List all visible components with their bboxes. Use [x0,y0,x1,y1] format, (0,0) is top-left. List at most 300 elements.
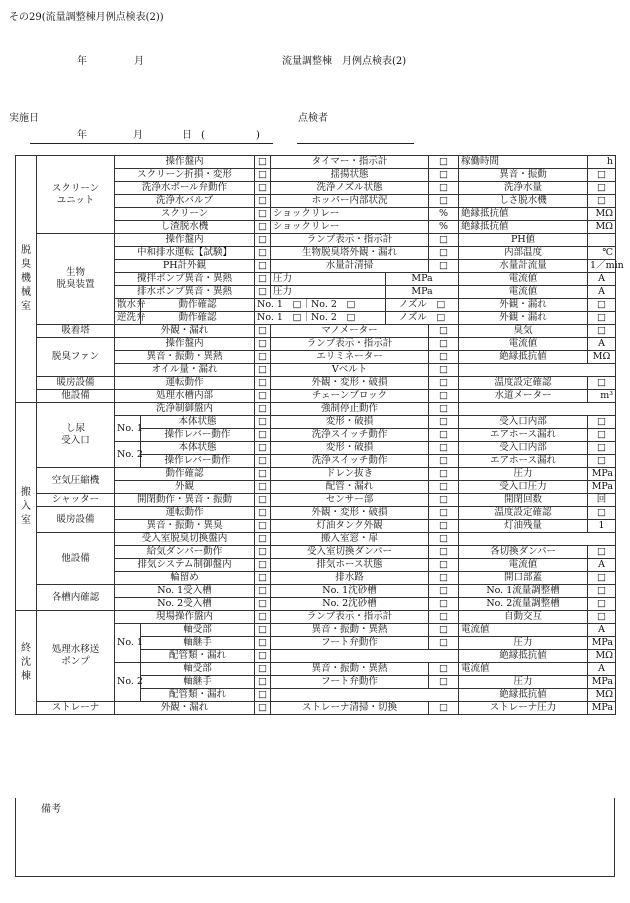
check-box[interactable]: □ [255,481,271,494]
check-box[interactable]: □ [429,416,459,429]
unit-label: MΩ [588,650,616,663]
check-box[interactable]: □ [429,572,459,585]
check-box[interactable]: □ [255,429,271,442]
item-label: 配管類・漏れ [141,689,255,702]
date-paren-close: ) [256,130,260,141]
date-paren-open: ( [201,130,205,141]
item-label: 軸受部 [141,663,255,676]
check-box[interactable]: □ [429,520,459,533]
check-box[interactable]: □ [292,312,302,323]
check-box[interactable]: □ [588,455,616,468]
check-box[interactable]: □ [429,403,459,416]
check-box[interactable]: □ [255,221,271,234]
item-label: 灯油残量 [459,520,588,533]
check-box[interactable]: □ [255,468,271,481]
item-label: エリミネーター [271,351,429,364]
item-label: ランプ表示・指示計 [271,611,429,624]
item-label: し渣脱水機 [115,221,255,234]
inspector-label: 点検者 [298,113,328,124]
item-label: 洗浄スイッチ動作 [271,455,429,468]
pump-no-label: No. 2 [310,312,337,323]
check-box[interactable]: □ [255,234,271,247]
item-label: 受入口内部 [459,442,588,455]
section-label: 搬 入 室 [16,403,37,611]
check-box[interactable]: □ [255,364,271,377]
group-label: 処理水移送 ポンプ [37,611,115,702]
check-box[interactable]: □ [429,169,459,182]
check-box[interactable]: □ [436,312,446,323]
table-row [16,234,616,247]
nozzle-label: ノズル [398,312,427,323]
check-box[interactable]: □ [429,533,459,546]
check-box[interactable]: □ [429,676,459,689]
empty-cell [271,650,459,663]
header-year: 年 [77,56,87,67]
unit-label: 1／min [588,260,616,273]
group-label: ストレーナ [37,702,115,715]
check-box[interactable]: □ [255,494,271,507]
unit-no-label: No. 2 [115,442,141,468]
unit-label: A [588,338,616,351]
pump-no-label: No. 1 [257,312,283,323]
check-box[interactable]: □ [255,195,271,208]
item-label: マノメーター [271,325,429,338]
check-box[interactable]: □ [255,208,271,221]
item-label: 圧力 [271,286,386,299]
item-label: ドレン抜き [271,468,429,481]
check-box[interactable]: □ [429,195,459,208]
item-label: ストレーナ圧力 [459,702,588,715]
item-label: 操作レバー動作 [141,455,255,468]
unit-label: % [429,221,459,234]
item-label: 水道メーター [459,390,588,403]
item-label: 異音・振動・異臭 [115,520,255,533]
check-box[interactable]: □ [436,299,446,310]
unit-label: MΩ [588,351,616,364]
item-label: 軸継手 [141,676,255,689]
item-label: No. 2沈砂槽 [271,598,429,611]
item-label: PH計外観 [115,260,255,273]
date-month: 月 [133,130,143,141]
empty-cell [271,689,459,702]
check-box[interactable]: □ [429,351,459,364]
item-label: 外観・変形・破損 [271,507,429,520]
unit-label: MΩ [588,208,616,221]
item-label: 異音・振動 [459,169,588,182]
check-box[interactable]: □ [429,182,459,195]
date-underline [30,143,273,144]
check-box[interactable]: □ [429,663,459,676]
check-box[interactable]: □ [429,598,459,611]
item-label: 外観 [115,481,255,494]
check-box[interactable]: □ [255,702,271,715]
item-label: 外観・漏れ [115,702,255,715]
table-row [16,533,616,546]
item-label: 各切換ダンパー [459,546,588,559]
unit-label: A [588,273,616,286]
item-label: タイマー・指示計 [271,156,429,169]
check-box[interactable]: □ [255,507,271,520]
table-row [16,494,616,507]
check-box[interactable]: □ [255,572,271,585]
check-box[interactable]: □ [255,650,271,663]
item-label: 洗浄水ボール弁動作 [115,182,255,195]
unit-label: A [588,286,616,299]
item-label: オイル量・漏れ [115,364,255,377]
item-label: 内部温度 [459,247,588,260]
value-field[interactable] [588,234,616,247]
item-label: 外観・漏れ [459,299,588,312]
check-box[interactable]: □ [255,403,271,416]
check-box[interactable]: □ [588,429,616,442]
item-label: 本体状態 [141,442,255,455]
remarks-label: 備考 [41,804,61,815]
unit-label: MPa [386,286,459,299]
item-label: 排水路 [271,572,429,585]
check-box[interactable]: □ [588,507,616,520]
item-label: 異音・振動・異熱 [271,663,429,676]
check-box[interactable]: □ [292,299,302,310]
table-row [16,403,616,416]
item-label: No. 2受入槽 [115,598,255,611]
item-label: No. 1流量調整槽 [459,585,588,598]
check-box[interactable]: □ [255,533,271,546]
check-box[interactable]: □ [255,598,271,611]
table-row [16,390,616,403]
check-box[interactable]: □ [429,455,459,468]
check-box[interactable]: □ [588,195,616,208]
check-box[interactable]: □ [429,702,459,715]
group-label: 吸着塔 [37,325,115,338]
item-label: 絶縁抵抗値 [459,650,588,663]
item-label: 軸受部 [141,624,255,637]
item-label: 絶縁抵抗値 [459,208,588,221]
item-label: フート弁動作 [271,637,429,650]
check-box[interactable]: □ [429,507,459,520]
check-box[interactable]: □ [255,351,271,364]
check-box[interactable]: □ [255,455,271,468]
check-box[interactable]: □ [255,676,271,689]
unit-label: A [588,559,616,572]
item-label: 電流値 [459,663,588,676]
check-box[interactable]: □ [255,585,271,598]
group-label: 空気圧縮機 [37,468,115,494]
item-label: 電流値 [459,273,588,286]
table-row [16,702,616,715]
item-label: 絶縁抵抗値 [459,351,588,364]
check-box[interactable]: □ [588,182,616,195]
item-label: 軸継手 [141,637,255,650]
section-label: 終 沈 棟 [16,611,37,715]
item-label: 異音・振動・異熱 [115,351,255,364]
item-label: 電流値 [459,338,588,351]
item-label: 本体状態 [141,416,255,429]
check-box[interactable]: □ [588,377,616,390]
unit-label: MΩ [588,689,616,702]
item-label: 変形・破損 [271,442,429,455]
unit-label: % [429,208,459,221]
item-label: チェーンブロック [271,390,429,403]
check-box[interactable]: □ [588,585,616,598]
group-label: スクリーン ユニット [37,156,115,234]
table-row [16,377,616,390]
check-box[interactable]: □ [255,182,271,195]
item-label: エアホース漏れ [459,455,588,468]
item-label: ランプ表示・指示計 [271,338,429,351]
item-label: 給気ダンパー動作 [115,546,255,559]
check-box[interactable]: □ [429,494,459,507]
check-box[interactable]: □ [429,546,459,559]
item-label: 配管・漏れ [271,481,429,494]
check-box[interactable]: □ [429,429,459,442]
unit-no-label: No. 1 [115,416,141,442]
check-box[interactable]: □ [588,598,616,611]
item-label: 変形・破損 [271,416,429,429]
date-year: 年 [77,130,87,141]
check-box[interactable]: □ [255,338,271,351]
item-label: 絶縁抵抗値 [459,689,588,702]
item-label: 輪留め [115,572,255,585]
item-label: 操作盤内 [115,338,255,351]
check-box[interactable]: □ [255,689,271,702]
check-box[interactable]: □ [429,325,459,338]
table-row [16,338,616,351]
item-label: 外観・漏れ [115,325,255,338]
check-box[interactable]: □ [429,637,459,650]
item-label: 受入口内部 [459,416,588,429]
item-label: 処理水槽内部 [115,390,255,403]
check-box[interactable]: □ [255,611,271,624]
item-label: フート弁動作 [271,676,429,689]
item-label: No. 1 □｜No. 2 □ [255,299,386,312]
empty-cell [459,364,616,377]
item-label: Vベルト [271,364,429,377]
check-box[interactable]: □ [255,416,271,429]
check-box[interactable]: □ [255,286,271,299]
check-box[interactable]: □ [429,624,459,637]
item-label: 操作盤内 [115,234,255,247]
unit-label: MPa [588,481,616,494]
item-label: 異音・振動・異熱 [271,624,429,637]
item-label: 圧力 [459,637,588,650]
check-box[interactable]: □ [429,377,459,390]
check-box[interactable]: □ [346,299,356,310]
check-box[interactable]: □ [429,247,459,260]
check-box[interactable]: □ [429,559,459,572]
check-box[interactable]: □ [255,442,271,455]
table-row [16,585,616,598]
check-box[interactable]: □ [429,234,459,247]
item-label: ショックリレー [271,221,429,234]
item-label: 逆洗弁 [115,312,141,325]
check-box[interactable]: □ [255,377,271,390]
item-label: 外観・漏れ [459,312,588,325]
check-box[interactable]: □ [255,624,271,637]
check-box[interactable]: □ [429,156,459,169]
check-box[interactable]: □ [429,468,459,481]
item-label: 洗浄水量 [459,182,588,195]
check-box[interactable]: □ [255,520,271,533]
header-month: 月 [134,56,144,67]
nozzle-label: ノズル [398,299,427,310]
check-box[interactable]: □ [588,546,616,559]
page-title: 流量調整棟 月例点検表(2) [282,56,407,67]
check-box[interactable]: □ [429,611,459,624]
check-box[interactable]: □ [255,663,271,676]
group-label: 暖房設備 [37,507,115,533]
inspector-underline [297,143,414,144]
item-label: ホッパー内部状況 [271,195,429,208]
check-box[interactable]: □ [255,637,271,650]
item-label: 臭気 [459,325,588,338]
item-label: 圧力 [271,273,386,286]
item-label: 動作確認 [141,312,255,325]
item-label: ストレーナ清掃・切換 [271,702,429,715]
group-label: 他設備 [37,533,115,585]
item-label: センサー部 [271,494,429,507]
check-box[interactable]: □ [429,260,459,273]
item-label: 絶縁抵抗値 [459,221,588,234]
item-label: 洗浄スイッチ動作 [271,429,429,442]
item-label: 運転動作 [115,377,255,390]
inspection-table [15,155,624,715]
group-label: し尿 受入口 [37,403,115,468]
item-label: No. 2流量調整槽 [459,598,588,611]
check-box[interactable]: □ [255,325,271,338]
check-box[interactable]: □ [588,416,616,429]
item-label: 開口部蓋 [459,572,588,585]
item-label: 自動交互 [459,611,588,624]
item-label: 排水ポンプ異音・異熱 [115,286,255,299]
item-label: 配管類・漏れ [141,650,255,663]
check-box[interactable]: □ [588,442,616,455]
empty-cell [459,533,616,546]
unit-label: ℃ [588,247,616,260]
item-label: 操作盤内 [115,156,255,169]
table-row [16,156,616,169]
item-label: 運転動作 [115,507,255,520]
check-box[interactable]: □ [255,247,271,260]
item-label: 水量計流量 [459,260,588,273]
date-label: 実施日 [9,113,39,124]
item-label: 電流値 [459,559,588,572]
group-label: 他設備 [37,390,115,403]
check-box[interactable]: □ [429,364,459,377]
item-label: 動作確認 [141,299,255,312]
check-box[interactable]: □ [588,169,616,182]
unit-label: h [588,156,616,169]
check-box[interactable]: □ [429,442,459,455]
item-label: ショックリレー [271,208,429,221]
check-box[interactable]: □ [255,260,271,273]
item-label: 洗浄ノズル状態 [271,182,429,195]
item-label: 電流値 [459,286,588,299]
item-label: No. 1 □｜No. 2 □ [255,312,386,325]
item-label: 排気システム制御盤内 [115,559,255,572]
item-label: 受入室脱臭切換盤内 [115,533,255,546]
item-label: 搬入室窓・扉 [271,533,429,546]
check-box[interactable]: □ [346,312,356,323]
unit-label: MΩ [588,221,616,234]
date-day: 日 [182,130,192,141]
item-label: 洗浄制御盤内 [115,403,255,416]
check-box[interactable]: □ [588,312,616,325]
item-label: 灯油タンク外観 [271,520,429,533]
group-label: 各槽内確認 [37,585,115,611]
group-label: 生物 脱臭装置 [37,234,115,325]
check-box[interactable]: □ [588,325,616,338]
unit-label: MPa [588,468,616,481]
table-row [16,611,616,624]
item-label: 洗浄水バルブ [115,195,255,208]
item-label: 水量計清掃 [271,260,429,273]
item-label: 中和排水運転【試験】 [115,247,255,260]
item-label: 受入口圧力 [459,481,588,494]
item-label: 攪拌ポンプ異音・異熱 [115,273,255,286]
item-label: 温度設定確認 [459,507,588,520]
section-label: 脱 臭 機 械 室 [16,156,37,403]
unit-label: A [588,624,616,637]
unit-label: MPa [386,273,459,286]
group-label: シャッター [37,494,115,507]
item-label: No. 1沈砂槽 [271,585,429,598]
check-box[interactable]: □ [255,273,271,286]
check-box[interactable]: □ [588,299,616,312]
item-label: 操作レバー動作 [141,429,255,442]
check-box[interactable]: □ [255,169,271,182]
item-label: 圧力 [459,676,588,689]
remarks-box[interactable] [15,798,615,877]
empty-cell [459,403,616,416]
check-box[interactable]: □ [429,585,459,598]
check-box[interactable]: □ [255,156,271,169]
item-label: 強制停止動作 [271,403,429,416]
check-box[interactable]: □ [588,611,616,624]
item-label: スクリーン折損・変形 [115,169,255,182]
item-label: 揺揚状態 [271,169,429,182]
item-label: スクリーン [115,208,255,221]
item-label: ランプ表示・指示計 [271,234,429,247]
group-label: 脱臭ファン [37,338,115,377]
item-label [386,312,459,325]
unit-label: MPa [588,676,616,689]
item-label: 生物脱臭塔外観・漏れ [271,247,429,260]
check-box[interactable]: □ [429,481,459,494]
pump-no-label: No. 2 [310,299,337,310]
unit-no-label: No. 2 [115,663,141,702]
table-row [16,507,616,520]
item-label: 受入室切換ダンパー [271,546,429,559]
check-box[interactable]: □ [255,546,271,559]
item-label: エアホース漏れ [459,429,588,442]
unit-label: MPa [588,637,616,650]
item-label: 開閉動作・異音・振動 [115,494,255,507]
check-box[interactable]: □ [255,559,271,572]
item-label: PH値 [459,234,588,247]
check-box[interactable]: □ [588,572,616,585]
check-box[interactable]: □ [255,390,271,403]
unit-label: m³ [588,390,616,403]
unit-no-label: No. 1 [115,624,141,663]
item-label: 現場操作盤内 [115,611,255,624]
check-box[interactable]: □ [429,338,459,351]
item-label: 温度設定確認 [459,377,588,390]
check-box[interactable]: □ [429,390,459,403]
group-label: 暖房設備 [37,377,115,390]
item-label: 開閉回数 [459,494,588,507]
item-label: 圧力 [459,468,588,481]
item-label: 排気ホース状態 [271,559,429,572]
